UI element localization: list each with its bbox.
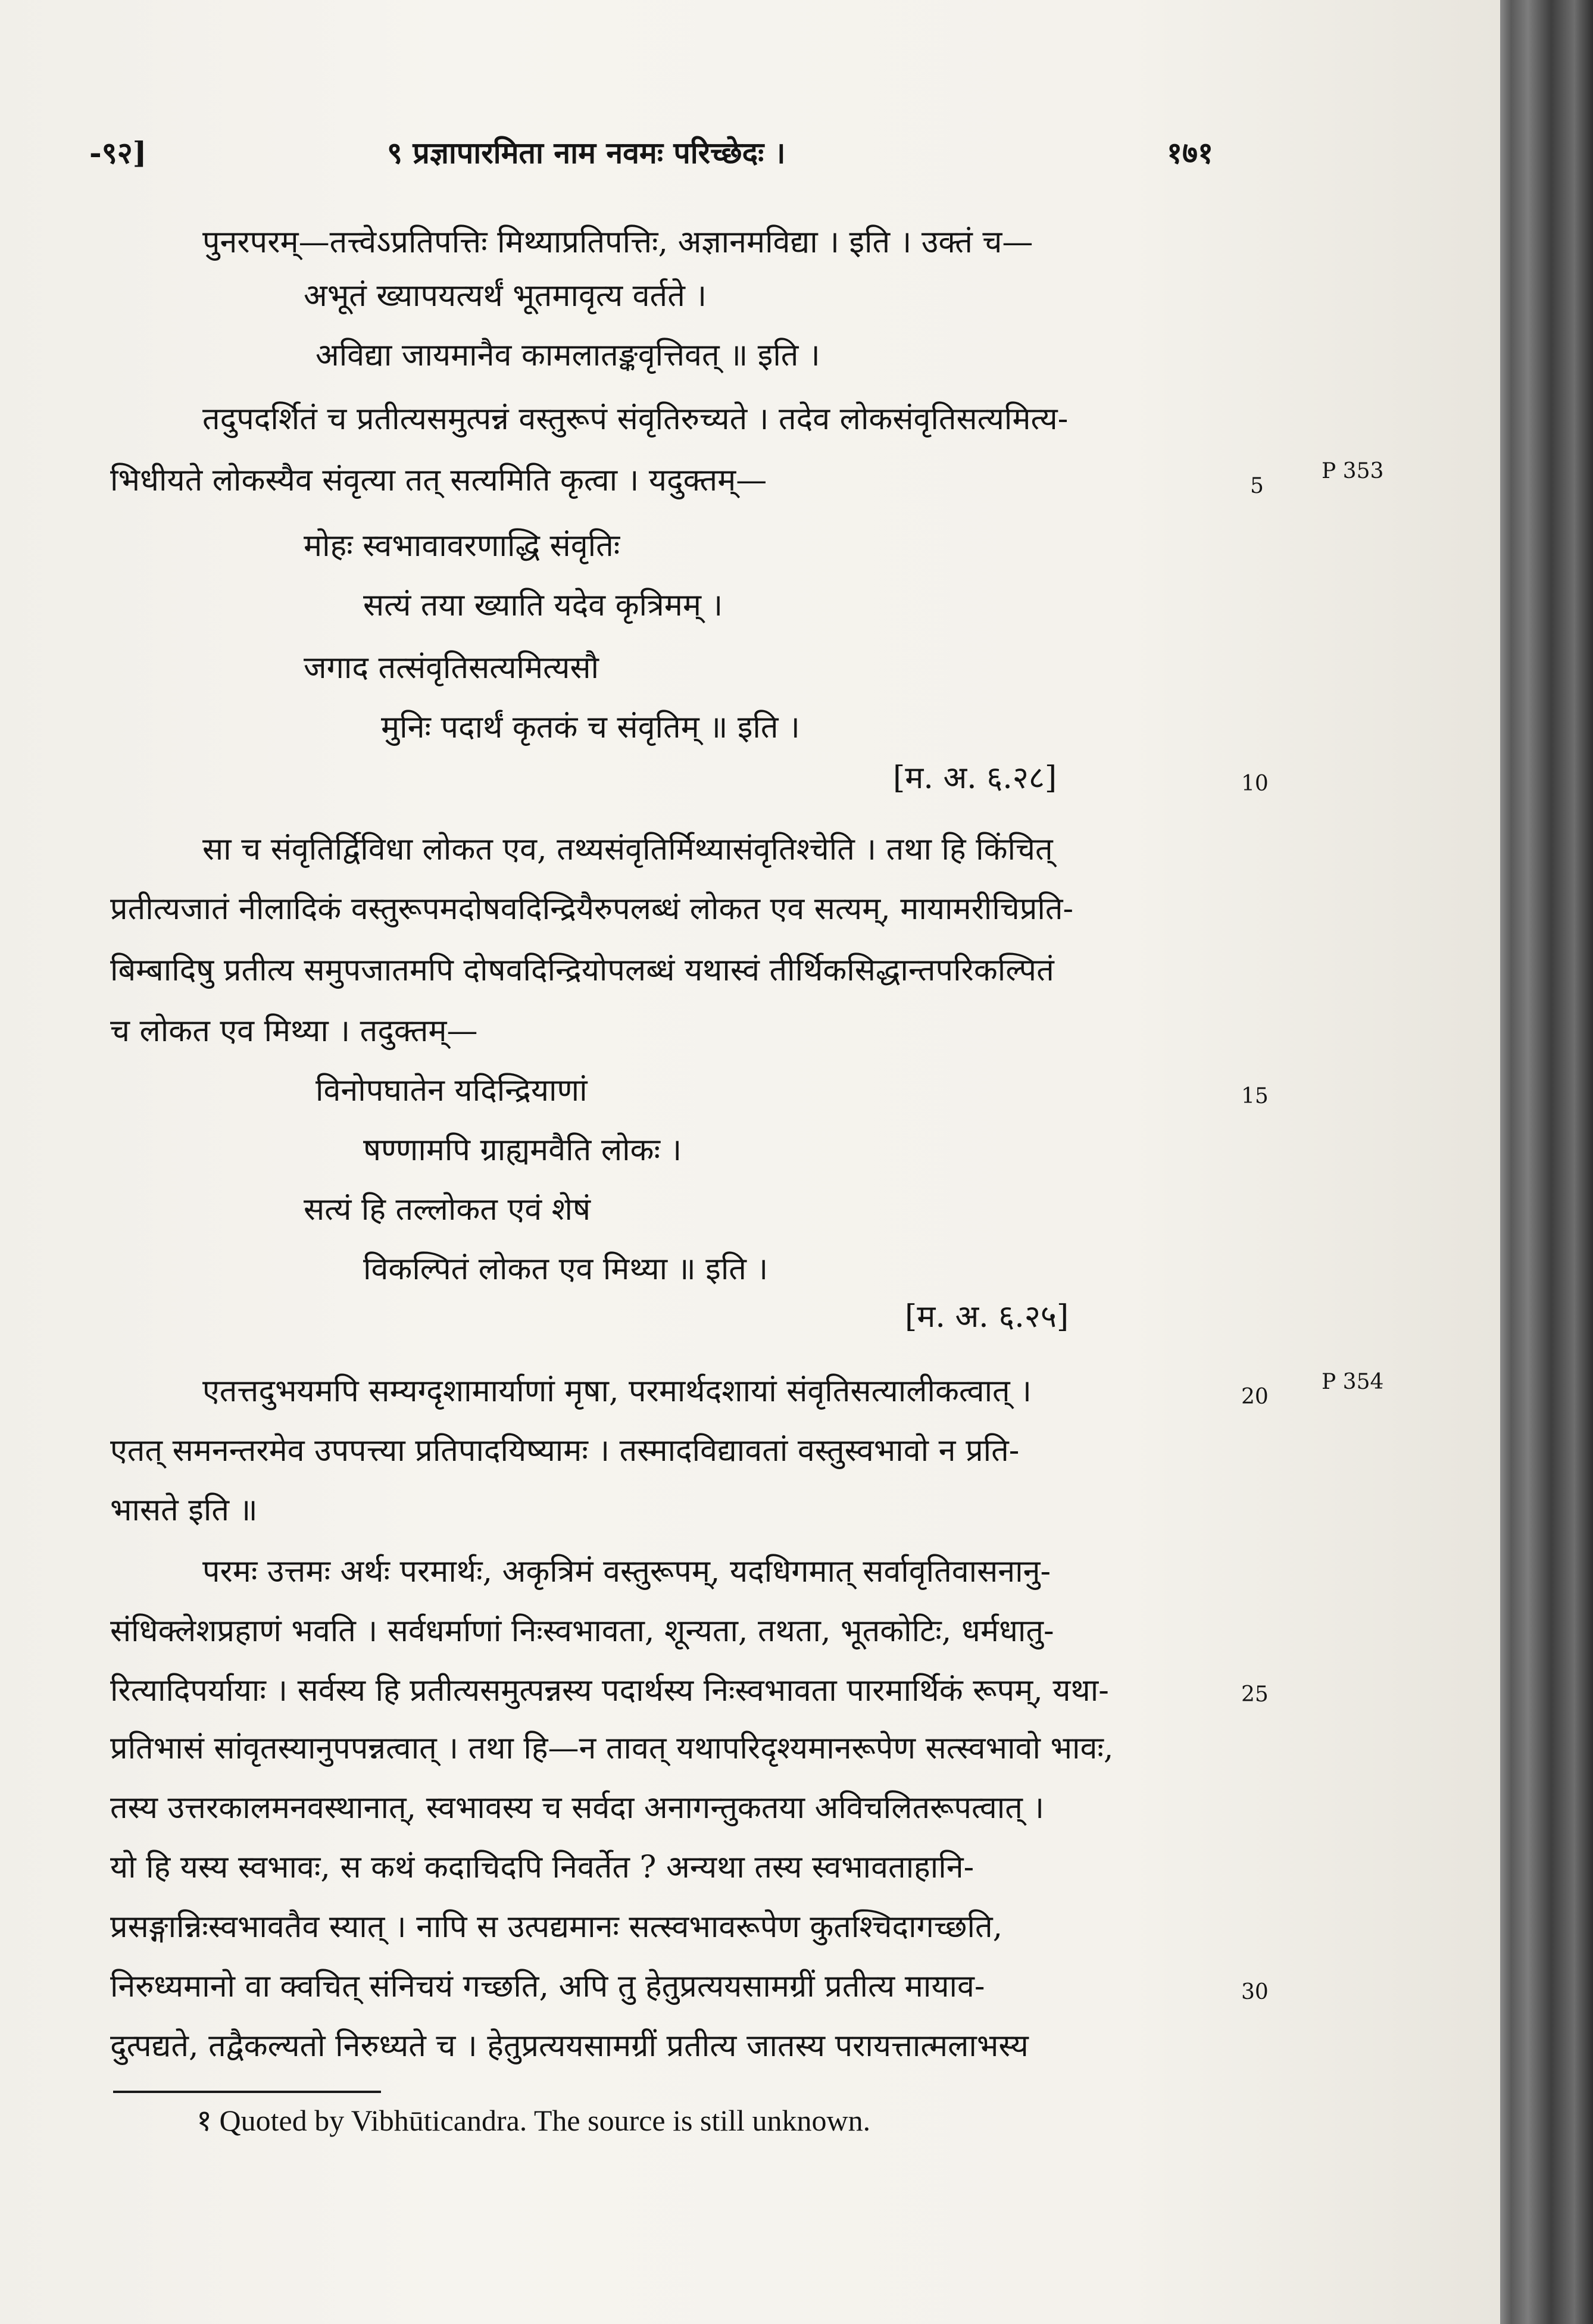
verse-line: जगाद तत्संवृतिसत्यमित्यसौ: [304, 650, 599, 686]
line-number: 10: [1241, 771, 1269, 796]
verse-line: विकल्पितं लोकत एव मिथ्या ॥ इति ।: [363, 1251, 769, 1287]
line-number: 15: [1241, 1084, 1269, 1108]
text-line: एतत् समनन्तरमेव उपपत्त्या प्रतिपादयिष्यामः । तस्मादविद्यावतां वस्तुस्वभावो न प्रति-: [110, 1433, 1020, 1469]
citation: [म. अ. ६.२८]: [893, 760, 1057, 796]
text-line: सा च संवृतिर्द्विविधा लोकत एव, तथ्यसंवृतिर्मिथ्यासंवृतिश्चेति । तथा हि किंचित्: [202, 832, 1053, 867]
book-spine-shadow: [1500, 0, 1593, 2324]
text-line: प्रसङ्गान्निःस्वभावतैव स्यात् । नापि स उत्पद्यमानः सत्स्वभावरूपेण कुतश्चिदागच्छति,: [110, 1909, 1003, 1945]
text-line: परमः उत्तमः अर्थः परमार्थः, अकृत्रिमं वस्तुरूपम्, यदधिगमात् सर्वावृतिवासनानु-: [202, 1554, 1051, 1589]
verse-line: सत्यं तया ख्याति यदेव कृत्रिमम् ।: [363, 588, 723, 623]
margin-page-ref: P 353: [1322, 459, 1384, 483]
margin-page-ref: P 354: [1322, 1370, 1384, 1394]
header-verse-range: -९२]: [89, 135, 147, 170]
text-line: पुनरपरम्—तत्त्वेऽप्रतिपत्तिः मिथ्याप्रतिपत्तिः, अज्ञानमविद्या । इति । उक्तं च—: [202, 224, 1033, 260]
text-line: भिधीयते लोकस्यैव संवृत्या तत् सत्यमिति कृत्वा । यदुक्तम्—: [110, 463, 767, 498]
text-line: प्रतीत्यजातं नीलादिकं वस्तुरूपमदोषवदिन्द्रियैरुपलब्धं लोकत एव सत्यम्, मायामरीचिप्रति-: [110, 891, 1074, 927]
verse-line: षण्णामपि ग्राह्यमवैति लोकः ।: [363, 1132, 682, 1168]
footnote: १ Quoted by Vibhūticandra. The source is still unknown.: [196, 2104, 871, 2137]
line-number: 30: [1241, 1980, 1269, 2004]
verse-line: अविद्या जायमानैव कामलातङ्कवृत्तिवत् ॥ इति ।: [316, 338, 820, 373]
text-line: यो हि यस्य स्वभावः, स कथं कदाचिदपि निवर्तेत ? अन्यथा तस्य स्वभावताहानि-: [110, 1850, 974, 1885]
text-line: तदुपदर्शितं च प्रतीत्यसमुत्पन्नं वस्तुरूपं संवृतिरुच्यते । तदेव लोकसंवृतिसत्यमित्य-: [202, 401, 1069, 437]
text-line: बिम्बादिषु प्रतीत्य समुपजातमपि दोषवदिन्द्रियोपलब्धं यथास्वं तीर्थिकसिद्धान्तपरिकल्पितं: [110, 952, 1054, 988]
running-title: ९ प्रज्ञापारमिता नाम नवमः परिच्छेदः ।: [387, 135, 786, 170]
text-line: एतत्तदुभयमपि सम्यग्दृशामार्याणां मृषा, परमार्थदशायां संवृतिसत्यालीकत्वात् ।: [202, 1373, 1032, 1409]
verse-line: मोहः स्वभावावरणाद्धि संवृतिः: [304, 528, 620, 564]
verse-line: अभूतं ख्यापयत्यर्थं भूतमावृत्य वर्तते ।: [304, 278, 707, 314]
text-line: प्रतिभासं सांवृतस्यानुपपन्नत्वात् । तथा हि—न तावत् यथापरिदृश्यमानरूपेण सत्स्वभावो भावः,: [110, 1730, 1114, 1766]
page-number: १७१: [1167, 135, 1213, 170]
text-line: निरुध्यमानो वा क्वचित् संनिचयं गच्छति, अपि तु हेतुप्रत्ययसामग्रीं प्रतीत्य मायाव-: [110, 1969, 985, 2004]
verse-line: मुनिः पदार्थं कृतकं च संवृतिम् ॥ इति ।: [381, 710, 800, 745]
verse-line: विनोपघातेन यदिन्द्रियाणां: [316, 1073, 588, 1108]
text-line: दुत्पद्यते, तद्वैकल्यतो निरुध्यते च । हेतुप्रत्ययसामग्रीं प्रतीत्य जातस्य परायत्तात्मलाभस्य: [110, 2028, 1029, 2064]
text-line: च लोकत एव मिथ्या । तदुक्तम्—: [110, 1013, 478, 1049]
text-line: संधिक्लेशप्रहाणं भवति । सर्वधर्माणां निःस्वभावता, शून्यता, तथता, भूतकोटिः, धर्मधातु-: [110, 1613, 1054, 1649]
text-line: भासते इति ॥: [110, 1492, 258, 1528]
verse-line: सत्यं हि तल्लोकत एवं शेषं: [304, 1192, 591, 1227]
line-number: 20: [1241, 1385, 1269, 1409]
line-number: 25: [1241, 1682, 1269, 1707]
line-number: 5: [1250, 474, 1264, 498]
citation: [म. अ. ६.२५]: [905, 1299, 1069, 1335]
text-line: तस्य उत्तरकालमनवस्थानात्, स्वभावस्य च सर्वदा अनागन्तुकतया अविचलितरूपत्वात् ।: [110, 1790, 1045, 1826]
footnote-rule: [113, 2091, 381, 2093]
text-line: रित्यादिपर्यायाः । सर्वस्य हि प्रतीत्यसमुत्पन्नस्य पदार्थस्य निःस्वभावता पारमार्थिकं रूपम्, यथा-: [110, 1673, 1109, 1708]
